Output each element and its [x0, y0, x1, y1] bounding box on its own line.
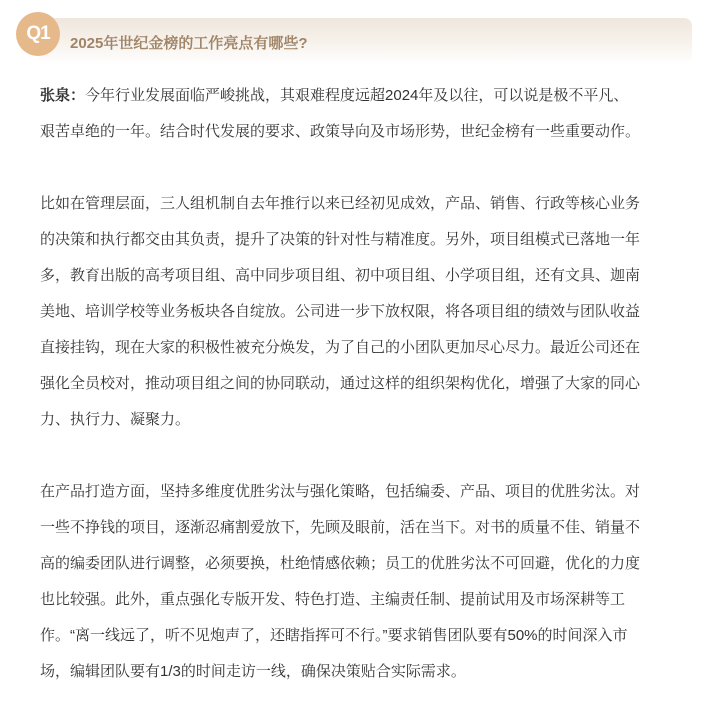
paragraph-line: [40, 618, 670, 654]
line-text: 在产品打造方面，坚持多维度优胜劣汰与强化策略，包括编委、产品、项目的优胜劣汰。对: [40, 483, 641, 500]
paragraph-line: [40, 222, 670, 258]
paragraph-line: [40, 78, 670, 114]
line-text: 今年行业发展面临严峻挑战，其艰难程度远超2024年及以往，可以说是极不平凡、: [85, 87, 629, 104]
paragraph-line: [40, 402, 670, 438]
paragraph-line: [40, 510, 670, 546]
question-number-badge: Q1: [16, 12, 60, 56]
paragraph-line: [40, 582, 670, 618]
paragraph-line: [40, 366, 670, 402]
speaker-name: 张泉：: [40, 87, 86, 104]
line-text: 场，编辑团队要有1/3的时间走访一线，确保决策贴合实际需求。: [40, 663, 466, 680]
line-text: 力、执行力、凝聚力。: [40, 411, 191, 428]
line-text: 强化全员校对，推动项目组之间的协同联动，通过这样的组织架构优化，增强了大家的同心: [40, 375, 641, 392]
line-text: 高的编委团队进行调整，必须要换，杜绝情感依赖；员工的优胜劣汰不可回避，优化的力度: [40, 555, 641, 572]
line-text: 比如在管理层面，三人组机制自去年推行以来已经初见成效，产品、销售、行政等核心业务: [40, 195, 641, 212]
line-text: 也比较强。此外，重点强化专版开发、特色打造、主编责任制、提前试用及市场深耕等工: [40, 591, 626, 608]
line-text: 多，教育出版的高考项目组、高中同步项目组、初中项目组、小学项目组，还有文具、迦南: [40, 267, 641, 284]
paragraph-line: [40, 186, 670, 222]
paragraph-line: [40, 258, 670, 294]
answer-content: [40, 78, 670, 726]
paragraph-line: [40, 654, 670, 690]
question-title: 2025年世纪金榜的工作亮点有哪些?: [70, 35, 308, 52]
paragraph-line: [40, 474, 670, 510]
answer-paragraph: [40, 186, 670, 438]
line-text: 作。“离一线远了，听不见炮声了，还瞎指挥可不行。”要求销售团队要有50%的时间深入市: [40, 627, 628, 644]
paragraph-line: [40, 330, 670, 366]
line-text: 直接挂钩，现在大家的积极性被充分焕发，为了自己的小团队更加尽心尽力。最近公司还在: [40, 339, 641, 356]
paragraph-line: [40, 294, 670, 330]
answer-paragraph: [40, 78, 670, 150]
line-text: 的决策和执行都交由其负责，提升了决策的针对性与精准度。另外，项目组模式已落地一年: [40, 231, 641, 248]
paragraph-line: [40, 546, 670, 582]
answer-paragraph: [40, 474, 670, 690]
paragraph-line: [40, 114, 670, 150]
line-text: 美地、培训学校等业务板块各自绽放。公司进一步下放权限，将各项目组的绩效与团队收益: [40, 303, 641, 320]
line-text: 一些不挣钱的项目，逐渐忍痛割爱放下，先顾及眼前，活在当下。对书的质量不佳、销量不: [40, 519, 641, 536]
line-text: 艰苦卓绝的一年。结合时代发展的要求、政策导向及市场形势，世纪金榜有一些重要动作。: [40, 123, 641, 140]
